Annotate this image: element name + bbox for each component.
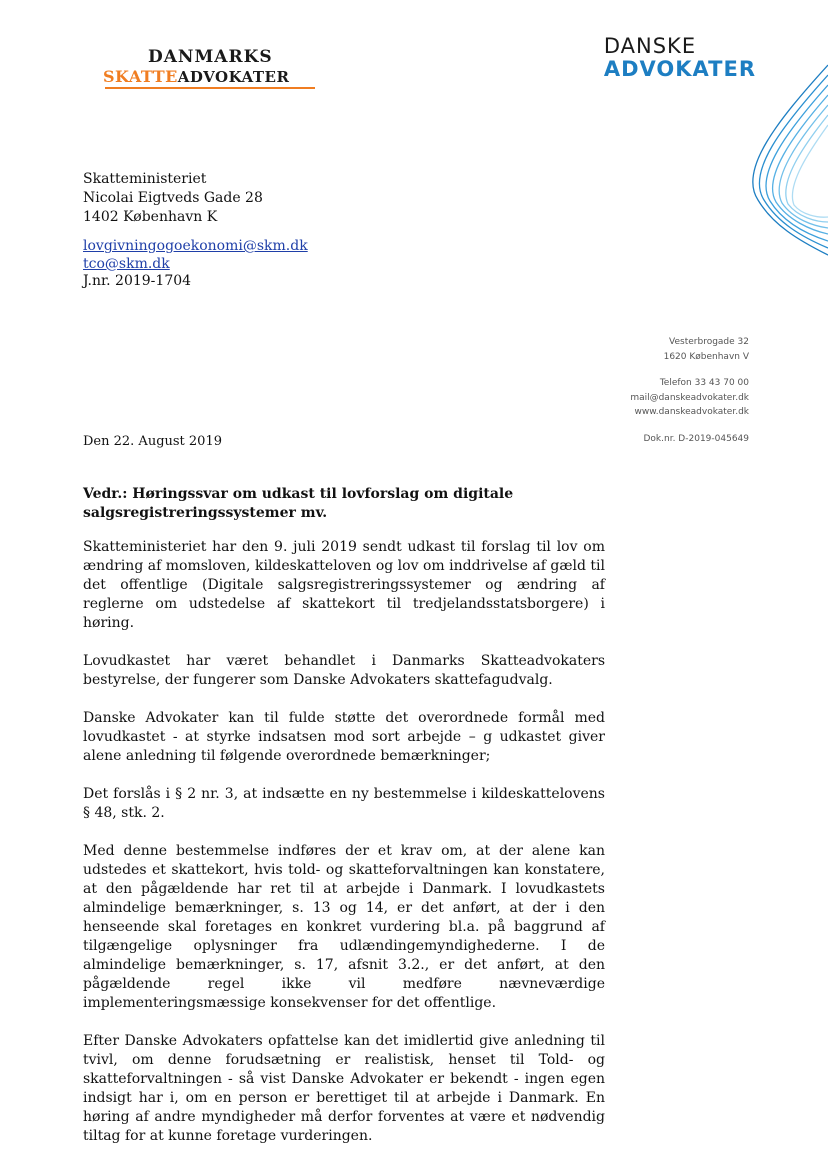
body-paragraph: Efter Danske Advokaters opfattelse kan det imidlertid give anledning til tvivl, om denne forudsætning er realistisk, henset til Told- og skatteforvaltningen - så vist Danske Advokater er bekendt - ingen egen indsigt har i, om en person er berettiget til at arbejde i Danmark. En høring af andre myndigheder må derfor forventes at være et nødvendig tiltag for at kunne foretage vurderingen. xyxy=(83,1033,605,1144)
email-link-tco[interactable]: tco@skm.dk xyxy=(83,255,170,272)
letter-body xyxy=(83,538,605,1165)
body-paragraph: Med denne bestemmelse indføres der et krav om, at der alene kan udstedes et skattekort, hvis told- og skatteforvaltningen kan konstatere, at den pågældende har ret til at arbejde i Danmark. I lovudkastets almindelige bemærkninger, s. 13 og 14, er det anført, at der i den henseende skal foretages en konkret vurdering bl.a. på baggrund af tilgængelige oplysninger fra udlændingemyndighederne. I de almindelige bemærkninger, s. 17, afsnit 3.2., er det anført, at den pågældende regel ikke vil medføre nævneværdige implementeringsmæssige konsekvenser for det offentlige. xyxy=(83,843,605,1011)
recipient-street: Nicolai Eigtveds Gade 28 xyxy=(83,190,263,206)
recipient-address xyxy=(83,170,263,227)
body-paragraph: Lovudkastet har været behandlet i Danmarks Skatteadvokaters bestyrelse, der fungerer som Danske Advokaters skattefagudvalg. xyxy=(83,653,605,688)
sender-city: 1620 København V xyxy=(663,351,749,362)
sender-address xyxy=(664,335,749,364)
logo-text-advokater-blue: ADVOKATER xyxy=(603,57,756,81)
sender-web: www.danskeadvokater.dk xyxy=(634,407,749,417)
journal-number: J.nr. 2019-1704 xyxy=(83,273,192,289)
body-paragraph: Det forslås i § 2 nr. 3, at indsætte en ny bestemmelse i kildeskattelovens § 48, stk. 2. xyxy=(83,786,605,821)
recipient-contacts xyxy=(83,238,308,291)
document-number: Dok.nr. D-2019-045649 xyxy=(643,434,749,444)
logo-underline xyxy=(105,87,315,89)
email-link-lovgivning[interactable]: lovgivningogoekonomi@skm.dk xyxy=(83,238,308,254)
logo-text-danmarks: DANMARKS xyxy=(148,47,273,67)
danmarks-skatteadvokater-logo xyxy=(103,47,318,92)
logo-text-danske: DANSKE xyxy=(603,34,697,58)
logo-text-advokater: ADVOKATER xyxy=(177,68,290,86)
recipient-city: 1402 København K xyxy=(83,209,218,225)
sender-phone: Telefon 33 43 70 00 xyxy=(659,378,749,388)
sender-street: Vesterbrogade 32 xyxy=(669,337,749,347)
logo-text-skatte: SKATTE xyxy=(103,67,178,86)
body-paragraph: Danske Advokater kan til fulde støtte det overordnede formål med lovudkastet - at styrke indsatsen mod sort arbejde – g udkastet giver alene anledning til følgende overordnede bemærkninger; xyxy=(83,710,605,764)
sender-email: mail@danskeadvokater.dk xyxy=(630,392,749,403)
recipient-name: Skatteministeriet xyxy=(83,171,207,187)
body-paragraph: Skatteministeriet har den 9. juli 2019 sendt udkast til forslag til lov om ændring af momsloven, kildeskatteloven og lov om inddrivelse af gæld til det offentlige (Digitale salgsregistreringssystemer og ændring af reglerne om udstedelse af skattekort til tredjelandsstatsborgere) i høring. xyxy=(83,539,605,631)
letter-subject: Vedr.: Høringssvar om udkast til lovforslag om digitale salgsregistreringssystemer mv. xyxy=(83,486,514,521)
decorative-swoosh xyxy=(718,60,828,260)
sender-contact xyxy=(630,376,749,420)
letter-date: Den 22. August 2019 xyxy=(83,434,222,449)
